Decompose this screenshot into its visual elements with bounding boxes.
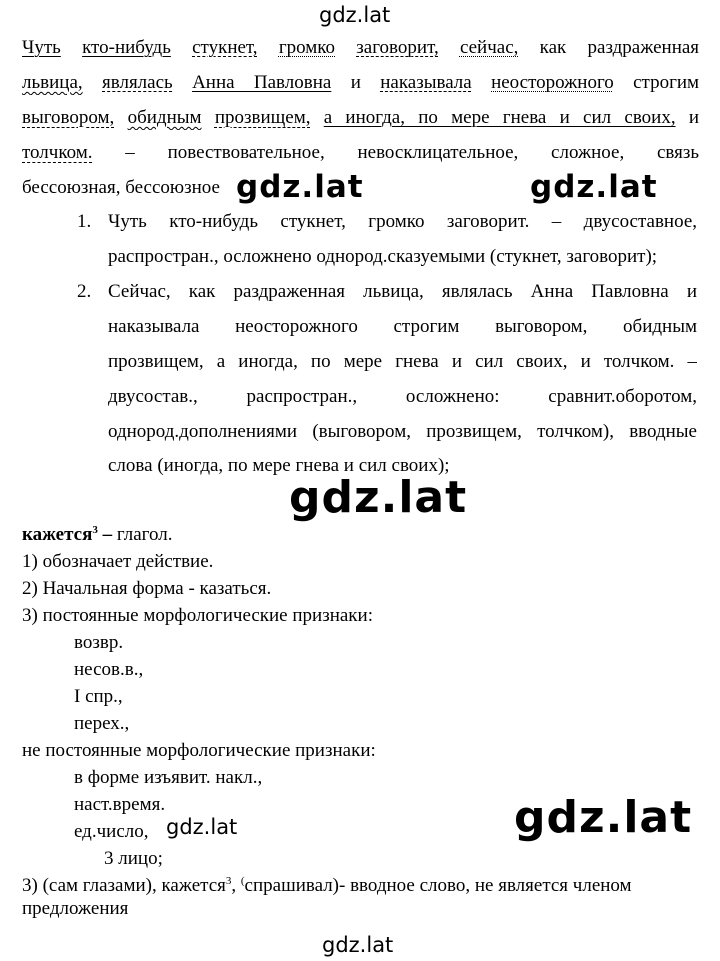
morph-nonconst-1: в форме изъявит. накл., xyxy=(74,767,263,788)
morph-dash: – xyxy=(102,524,113,545)
item-number-1: 1. xyxy=(77,211,92,232)
watermark-top: gdz.lat xyxy=(319,3,391,27)
word: повествовательное, xyxy=(167,142,325,163)
item-1-line-1: Чуть кто-нибудь стукнет, громко заговорит. – двусоставное, xyxy=(108,211,697,232)
word: как xyxy=(539,37,567,58)
morph-const-4: перех., xyxy=(74,713,130,734)
word: невосклицательное, xyxy=(357,142,519,163)
word: наказывала xyxy=(380,72,472,93)
morph-p4: не постоянные морфологические признаки: xyxy=(22,740,376,761)
morph-p3: 3) постоянные морфологические признаки: xyxy=(22,605,373,626)
morph-last-sup2: ( xyxy=(240,875,245,887)
watermark-mid-right: gdz.lat xyxy=(530,169,658,205)
word: сейчас, xyxy=(459,37,519,58)
word: и xyxy=(688,107,699,128)
morph-last-sup: 3 xyxy=(225,875,232,887)
watermark-mid-left: gdz.lat xyxy=(236,169,364,205)
morph-last-a: 3) (сам глазами), кажется xyxy=(22,875,226,896)
word: громко xyxy=(278,37,336,58)
word: а иногда, по мере гнева и сил своих, xyxy=(323,107,676,128)
word: являлась xyxy=(102,72,173,93)
item-2-line-5: однород.дополнениями (выговором, прозвищем, толчком), вводные xyxy=(108,421,697,442)
morph-sup: 3 xyxy=(92,524,98,536)
item-2-line-2: наказывала неосторожного строгим выговором, обидным xyxy=(108,316,697,337)
word: неосторожного xyxy=(491,72,614,93)
morph-pos: глагол. xyxy=(116,524,173,545)
morph-word: кажется xyxy=(22,524,93,545)
watermark-right-big: gdz.lat xyxy=(514,792,693,843)
word: выговором, xyxy=(22,107,115,128)
word: и xyxy=(350,72,361,93)
watermark-bottom: gdz.lat xyxy=(322,933,394,957)
word: львица, xyxy=(22,72,83,93)
morph-last-line-1 xyxy=(22,874,632,898)
word: обидным xyxy=(127,107,202,128)
word: раздраженная xyxy=(587,37,699,58)
sentence-line-2 xyxy=(22,71,699,95)
morph-nonconst-3: ед.число, xyxy=(74,821,149,842)
word: Чуть xyxy=(22,37,61,58)
item-number-2: 2. xyxy=(77,281,92,302)
morph-heading xyxy=(22,523,172,547)
sentence-line-1 xyxy=(22,36,699,60)
sentence-line-5: бессоюзная, бессоюзное xyxy=(22,177,220,198)
morph-const-1: возвр. xyxy=(74,632,124,653)
morph-last-line-2: предложения xyxy=(22,898,129,919)
watermark-inline: gdz.lat xyxy=(166,815,238,839)
item-2-line-6: слова (иногда, по мере гнева и сил своих); xyxy=(108,455,450,476)
word: – xyxy=(125,142,135,163)
word: заговорит, xyxy=(356,37,439,58)
word: кто-нибудь xyxy=(82,37,171,58)
morph-p1: 1) обозначает действие. xyxy=(22,551,214,572)
word: строгим xyxy=(633,72,699,93)
watermark-center: gdz.lat xyxy=(289,472,468,523)
item-2-line-1: Сейчас, как раздраженная львица, являлась Анна Павловна и xyxy=(108,281,697,302)
morph-const-3: I спр., xyxy=(74,686,123,707)
word: толчком. xyxy=(22,142,93,163)
item-2-line-4: двусостав., распростран., осложнено: сравнит.оборотом, xyxy=(108,386,697,407)
morph-nonconst-4: 3 лицо; xyxy=(104,848,163,869)
word: связь xyxy=(656,142,699,163)
item-1-line-2: распростран., осложнено однород.сказуемыми (стукнет, заговорит); xyxy=(108,246,658,267)
word: сложное, xyxy=(551,142,625,163)
sentence-line-3 xyxy=(22,106,699,130)
morph-nonconst-2: наст.время. xyxy=(74,794,166,815)
word: прозвищем, xyxy=(214,107,311,128)
word: стукнет, xyxy=(192,37,258,58)
word: Анна Павловна xyxy=(192,72,332,93)
morph-p2: 2) Начальная форма - казаться. xyxy=(22,578,272,599)
sentence-line-4 xyxy=(22,141,699,165)
morph-last-b: , xyxy=(231,875,241,896)
morph-const-2: несов.в., xyxy=(74,659,144,680)
item-2-line-3: прозвищем, а иногда, по мере гнева и сил своих, и толчком. – xyxy=(108,351,697,372)
morph-last-c: спрашивал)- вводное слово, не является членом xyxy=(244,875,632,896)
